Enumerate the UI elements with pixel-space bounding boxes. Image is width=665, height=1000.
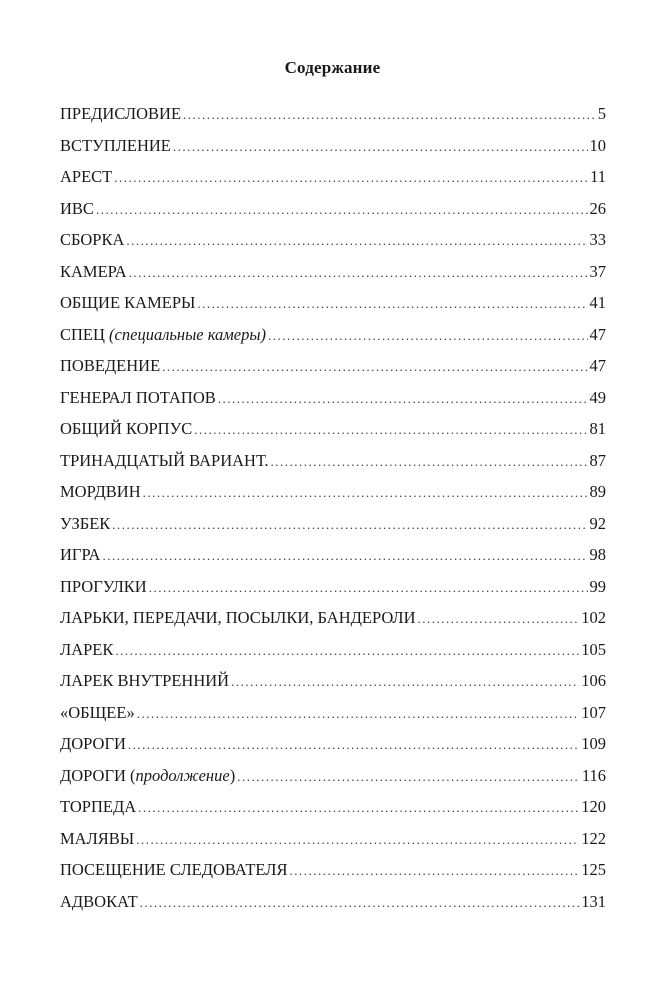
toc-entry-title-text: ТРИНАДЦАТЫЙ ВАРИАНТ.	[60, 450, 269, 470]
toc-page-number: 98	[589, 545, 606, 564]
toc-entry-title	[60, 854, 287, 886]
dot-leader	[115, 635, 579, 666]
toc-entry	[60, 571, 606, 603]
toc-page-number: 106	[581, 671, 606, 690]
dot-leader	[268, 320, 587, 351]
toc-entry-title-text: МАЛЯВЫ	[60, 828, 135, 848]
toc-page-number: 33	[589, 230, 606, 249]
dot-leader	[162, 351, 587, 382]
toc-entry-title-text: ЛАРЕК	[60, 639, 114, 659]
toc-entry-title	[60, 602, 416, 634]
toc-page-number: 102	[581, 608, 606, 627]
toc-entry-title	[60, 319, 266, 351]
toc-page-number: 105	[581, 639, 606, 659]
toc-entry-subtitle: продолжение	[135, 765, 230, 785]
dot-leader	[183, 99, 596, 130]
toc-entry-title-text: ТОРПЕДА	[60, 797, 137, 816]
dot-leader	[218, 383, 588, 414]
toc-entry	[60, 886, 606, 918]
dot-leader	[128, 729, 579, 760]
toc-entry-title-text: ИВС	[60, 198, 94, 218]
toc-entry	[60, 193, 606, 225]
table-of-contents	[60, 98, 606, 917]
toc-page-number: 122	[581, 828, 606, 848]
toc-entry-title	[60, 350, 160, 382]
toc-entry-title	[60, 287, 195, 319]
toc-entry-title-text: МОРДВИН	[60, 482, 141, 501]
toc-entry	[60, 508, 606, 540]
dot-leader	[197, 288, 587, 319]
toc-entry-title-text: ПРЕДИСЛОВИЕ	[60, 104, 182, 123]
toc-entry-title-text: ДОРОГИ (	[60, 765, 136, 785]
dot-leader	[143, 477, 588, 508]
toc-entry	[60, 665, 606, 697]
toc-entry	[60, 287, 606, 319]
dot-leader	[418, 603, 580, 634]
toc-entry-title-text: ИГРА	[60, 545, 101, 564]
toc-page-number: 10	[589, 135, 606, 155]
toc-entry-title	[60, 508, 110, 540]
toc-page-number: 47	[589, 356, 606, 375]
dot-leader	[96, 194, 588, 225]
toc-page-number: 87	[589, 450, 606, 470]
toc-entry-title	[60, 224, 124, 256]
toc-entry-title-text: ГЕНЕРАЛ ПОТАПОВ	[60, 387, 216, 407]
toc-page-number: 5	[597, 104, 606, 123]
toc-entry-title	[60, 823, 134, 855]
toc-entry	[60, 98, 606, 130]
toc-entry-title-text: ЛАРЕК ВНУТРЕННИЙ	[60, 671, 230, 690]
toc-entry	[60, 256, 606, 288]
toc-entry-title	[60, 193, 94, 225]
dot-leader	[140, 887, 580, 918]
dot-leader	[112, 509, 587, 540]
toc-entry-title-text: ПОСЕЩЕНИЕ СЛЕДОВАТЕЛЯ	[60, 860, 288, 879]
toc-entry-title	[60, 161, 112, 193]
dot-leader	[289, 855, 579, 886]
toc-entry-title-text: ВСТУПЛЕНИЕ	[60, 135, 171, 155]
toc-page-number: 81	[589, 419, 606, 438]
toc-page-number: 26	[589, 198, 606, 218]
dot-leader	[137, 698, 580, 729]
toc-entry-title	[60, 476, 141, 508]
toc-entry-title	[60, 539, 100, 571]
toc-entry-subtitle: (специальные камеры)	[109, 324, 267, 344]
toc-entry	[60, 130, 606, 162]
toc-page-number: 37	[589, 261, 606, 281]
toc-page-number: 116	[581, 765, 606, 785]
toc-entry-title-text: АДВОКАТ	[60, 891, 138, 911]
toc-entry-title	[60, 413, 192, 445]
dot-leader	[173, 131, 588, 162]
toc-entry-title	[60, 728, 126, 760]
toc-page-number: 41	[589, 293, 606, 312]
toc-entry-title-text: СБОРКА	[60, 230, 125, 249]
toc-entry	[60, 539, 606, 571]
toc-entry	[60, 728, 606, 760]
toc-entry-title	[60, 382, 216, 414]
toc-entry	[60, 413, 606, 445]
toc-page-number: 109	[581, 734, 606, 753]
toc-entry	[60, 697, 606, 729]
toc-entry-title-text: АРЕСТ	[60, 167, 113, 186]
dot-leader	[126, 225, 587, 256]
toc-entry-title	[60, 634, 113, 666]
toc-entry-title	[60, 98, 181, 130]
dot-leader	[136, 824, 579, 855]
toc-page-number: 92	[589, 513, 606, 533]
toc-entry-title	[60, 256, 127, 288]
toc-page-number: 99	[589, 576, 606, 596]
toc-entry-title-suffix: )	[229, 765, 236, 785]
dot-leader	[237, 761, 580, 792]
toc-entry-title	[60, 760, 235, 792]
dot-leader	[194, 414, 587, 445]
dot-leader	[149, 572, 588, 603]
toc-entry	[60, 382, 606, 414]
toc-entry-title-text: УЗБЕК	[60, 513, 111, 533]
dot-leader	[138, 792, 579, 823]
toc-entry-title	[60, 665, 229, 697]
toc-page-number: 47	[589, 324, 606, 344]
toc-entry-title	[60, 791, 136, 823]
toc-entry-title-text: ДОРОГИ	[60, 734, 126, 753]
toc-entry-title-text: СПЕЦ	[60, 324, 110, 344]
toc-page-number: 11	[590, 167, 606, 186]
toc-entry	[60, 350, 606, 382]
toc-entry	[60, 476, 606, 508]
toc-entry-title	[60, 130, 171, 162]
toc-entry-title-text: ОБЩИЕ КАМЕРЫ	[60, 293, 196, 312]
page-title: Содержание	[284, 58, 381, 77]
toc-entry	[60, 161, 606, 193]
toc-entry	[60, 445, 606, 477]
toc-entry	[60, 760, 606, 792]
toc-entry	[60, 602, 606, 634]
toc-page-number: 49	[589, 387, 606, 407]
toc-entry-title	[60, 445, 269, 477]
toc-entry	[60, 854, 606, 886]
toc-page-number: 89	[589, 482, 606, 501]
toc-page-number: 107	[581, 702, 606, 722]
toc-page-number: 120	[581, 797, 606, 816]
dot-leader	[271, 446, 588, 477]
toc-entry	[60, 224, 606, 256]
toc-entry	[60, 634, 606, 666]
dot-leader	[129, 257, 588, 288]
dot-leader	[114, 162, 588, 193]
toc-entry-title-text: ОБЩИЙ КОРПУС	[60, 419, 193, 438]
toc-entry-title	[60, 697, 135, 729]
toc-page-number: 131	[581, 891, 606, 911]
toc-page-number: 125	[581, 860, 606, 879]
toc-entry-title-text: КАМЕРА	[60, 261, 127, 281]
toc-entry-title-text: ПРОГУЛКИ	[60, 576, 147, 596]
toc-entry	[60, 823, 606, 855]
toc-entry	[60, 319, 606, 351]
toc-entry-title	[60, 571, 147, 603]
toc-entry-title-text: ЛАРЬКИ, ПЕРЕДАЧИ, ПОСЫЛКИ, БАНДЕРОЛИ	[60, 608, 416, 627]
toc-entry-title-text: ПОВЕДЕНИЕ	[60, 356, 161, 375]
toc-entry	[60, 791, 606, 823]
dot-leader	[231, 666, 579, 697]
toc-entry-title-text: «ОБЩЕЕ»	[60, 702, 135, 722]
dot-leader	[102, 540, 587, 571]
toc-entry-title	[60, 886, 138, 918]
